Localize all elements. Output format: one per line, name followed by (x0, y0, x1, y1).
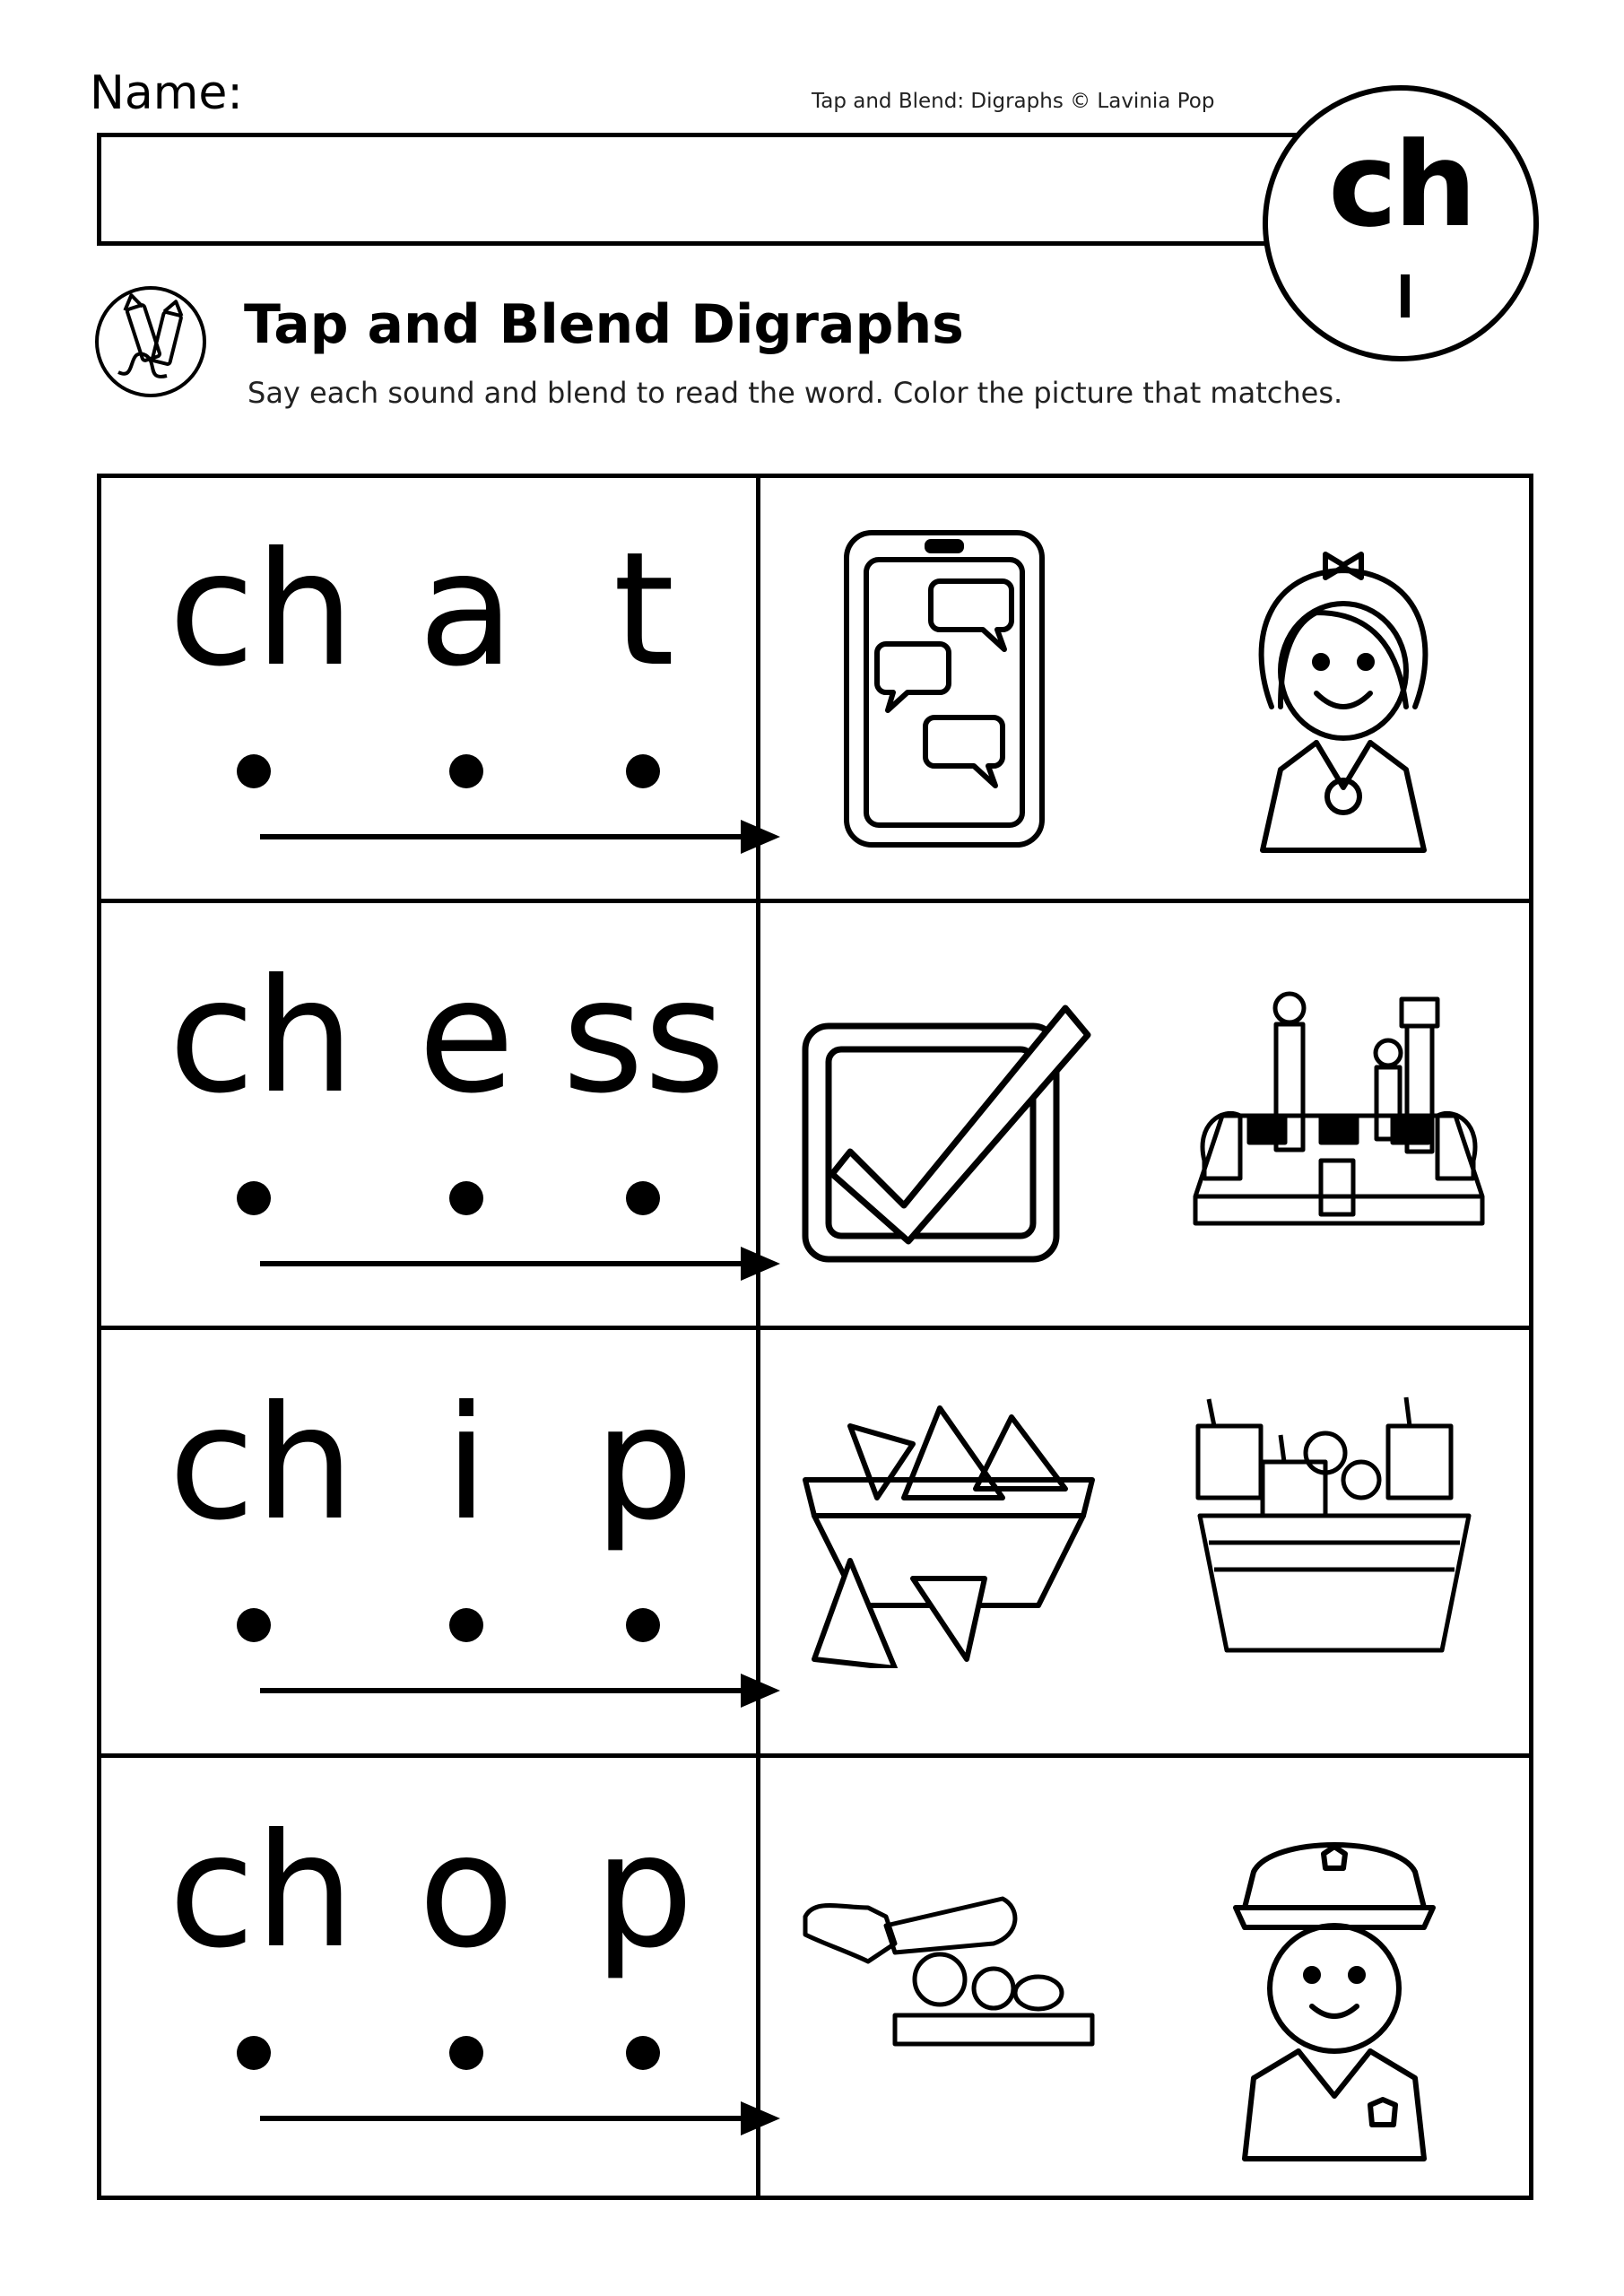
police-officer-icon[interactable] (1218, 1827, 1451, 2168)
blend-arrow-icon (260, 814, 780, 859)
badge-tick-mark (1401, 274, 1410, 317)
sound-tile[interactable]: ch (169, 1801, 355, 1983)
sound-tile[interactable]: e (418, 946, 515, 1128)
juice-basket-icon[interactable] (1191, 1390, 1478, 1668)
picture-cell-chat (760, 474, 1533, 900)
phone-chat-icon[interactable] (841, 527, 1047, 850)
sound-tile[interactable]: ss (561, 946, 726, 1128)
word-cell-chess (97, 900, 758, 1327)
tap-dot[interactable] (626, 2036, 660, 2070)
tap-dot[interactable] (237, 1181, 271, 1215)
picture-cell-chop (760, 1755, 1533, 2200)
blend-arrow-icon (260, 1668, 780, 1713)
sound-tile[interactable]: t (612, 519, 675, 701)
tap-dot[interactable] (449, 754, 483, 788)
sound-tile[interactable]: a (418, 519, 515, 701)
tap-dot[interactable] (626, 754, 660, 788)
digraph-label: ch (1328, 117, 1473, 253)
girl-icon[interactable] (1227, 527, 1460, 868)
word-cell-chat (97, 474, 758, 900)
chips-bowl-icon[interactable] (796, 1399, 1101, 1668)
sound-tile[interactable]: o (418, 1801, 515, 1983)
tap-dot[interactable] (449, 1608, 483, 1642)
name-label: Name: (90, 66, 243, 120)
sound-tile[interactable]: p (594, 1373, 694, 1555)
picture-cell-chip (760, 1327, 1533, 1754)
tap-dot[interactable] (626, 1181, 660, 1215)
blend-arrow-icon (260, 2096, 780, 2141)
credit-line: Tap and Blend: Digraphs © Lavinia Pop (812, 90, 1215, 113)
sound-tile[interactable]: ch (169, 1373, 355, 1555)
tap-dot[interactable] (449, 2036, 483, 2070)
page-title: Tap and Blend Digraphs (244, 293, 964, 356)
sound-tile[interactable]: ch (169, 946, 355, 1128)
blend-arrow-icon (260, 1241, 780, 1286)
tap-dot[interactable] (237, 1608, 271, 1642)
instructions: Say each sound and blend to read the word. Color the picture that matches. (248, 376, 1343, 410)
digraph-badge (1263, 85, 1539, 361)
word-cell-chop (97, 1755, 758, 2200)
tap-dot[interactable] (237, 754, 271, 788)
crayon-icon (91, 283, 210, 401)
tap-dot[interactable] (449, 1181, 483, 1215)
sound-tile[interactable]: p (594, 1801, 694, 1983)
sound-tile[interactable]: ch (169, 519, 355, 701)
sound-tile[interactable]: i (444, 1373, 489, 1555)
picture-cell-chess (760, 900, 1533, 1327)
word-cell-chip (97, 1327, 758, 1754)
checkbox-icon[interactable] (796, 972, 1092, 1268)
tap-dot[interactable] (626, 1608, 660, 1642)
chopping-hand-icon[interactable] (796, 1881, 1101, 2060)
name-field[interactable] (97, 133, 1316, 246)
chess-set-icon[interactable] (1186, 981, 1491, 1259)
tap-dot[interactable] (237, 2036, 271, 2070)
